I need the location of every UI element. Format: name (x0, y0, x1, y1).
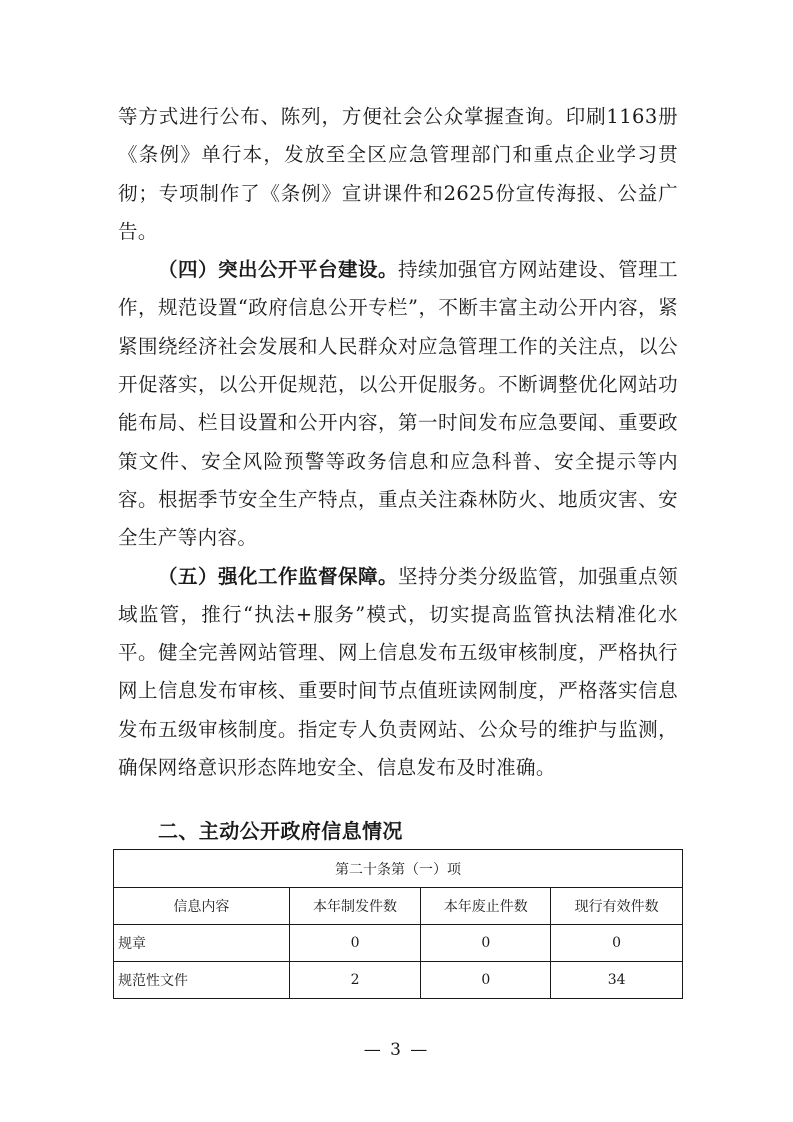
section-heading: 二、主动公开政府信息情况 (158, 819, 403, 843)
table-caption: 第二十条第（一）项 (114, 850, 683, 888)
row-abolished: 0 (421, 962, 551, 999)
header-abolished-this-year: 本年废止件数 (421, 888, 551, 925)
table-header-row (114, 888, 683, 925)
paragraph-heading-platform: （四）突出公开平台建设。 (158, 258, 399, 282)
row-valid: 0 (551, 925, 683, 962)
header-currently-valid: 现行有效件数 (551, 888, 683, 925)
paragraph-publicity: 等方式进行公布、陈列，方便社会公众掌握查询。印刷1163册《条例》单行本，发放至全区应急管理部门和重点企业学习贯彻；专项制作了《条例》宣讲课件和2625份宣传海报、公益广告。 (118, 105, 678, 243)
table-row (114, 962, 683, 999)
row-issued: 0 (289, 925, 421, 962)
row-issued: 2 (289, 962, 421, 999)
paragraph-supervision (118, 558, 678, 788)
row-label: 规范性文件 (114, 962, 290, 999)
document-body (118, 98, 678, 787)
paragraph-body-platform: 持续加强官方网站建设、管理工作，规范设置“政府信息公开专栏”，不断丰富主动公开内容，紧紧围绕经济社会发展和人民群众对应急管理工作的关注点，以公开促落实，以公开促规范，以公开促服务。不断调整优化网站功能布局、栏目设置和公开内容，第一时间发布应急要闻、重要政策文件、安全风险预警等政务信息和应急科普、安全提示等内容。根据季节安全生产特点，重点关注森林防火、地质灾害、安全生产等内容。 (118, 258, 678, 550)
paragraph-platform-construction (118, 251, 678, 557)
table-caption-row (114, 850, 683, 888)
header-info-content: 信息内容 (114, 888, 290, 925)
page-number: — 3 — (363, 1040, 430, 1060)
table-row (114, 925, 683, 962)
header-issued-this-year: 本年制发件数 (289, 888, 421, 925)
paragraph-body-supervision: 坚持分类分级监管，加强重点领域监管，推行“执法+服务”模式，切实提高监管执法精准化水平。健全完善网站管理、网上信息发布五级审核制度，严格执行网上信息发布审核、重要时间节点值班读网制度，严格落实信息发布五级审核制度。指定专人负责网站、公众号的维护与监测，确保网络意识形态阵地安全、信息发布及时准确。 (118, 564, 678, 780)
info-table (113, 849, 683, 999)
row-valid: 34 (551, 962, 683, 999)
paragraph-heading-supervision: （五）强化工作监督保障。 (158, 564, 399, 588)
row-label: 规章 (114, 925, 290, 962)
row-abolished: 0 (421, 925, 551, 962)
